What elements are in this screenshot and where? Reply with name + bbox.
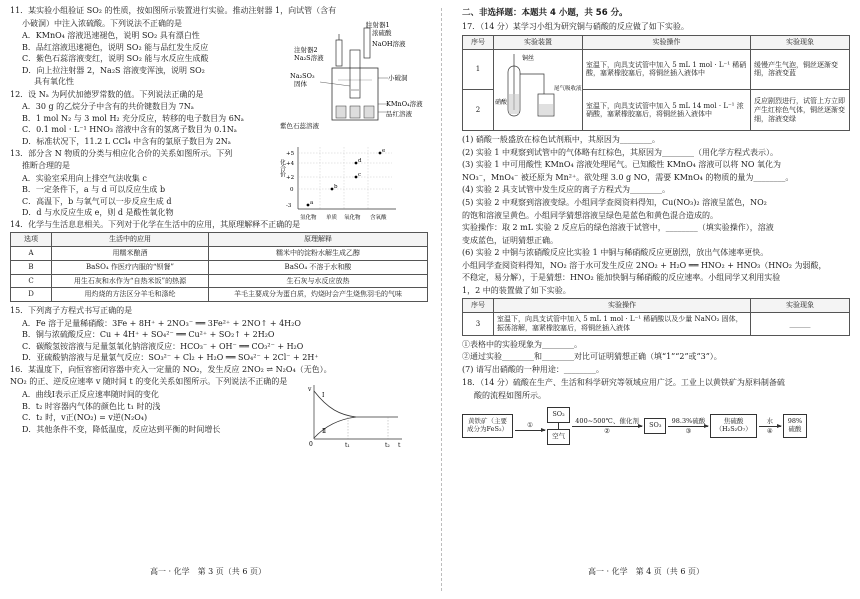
xlabel-hydride: 氢化物 [300, 214, 317, 221]
table-row [463, 313, 850, 336]
q17-sub-2: ②通过实验________和________对比可证明猜想正确（填“1”“2”或“3”）。 [462, 352, 722, 362]
cell: ______ [751, 313, 850, 336]
flow-pyrite-line2: 成分为FeS₂） [467, 425, 509, 434]
cell: 糯米中的淀粉水解生成乙醇 [209, 247, 428, 261]
flow-oleum-line2: （H₂S₂O₇） [715, 425, 752, 434]
q16-xlabel: t [398, 441, 401, 449]
q13-option-b: B．一定条件下，a 与 d 可以反应生成 b [22, 185, 166, 195]
label-nitric-acid: 硝酸 [495, 98, 508, 106]
q17-header-phenomenon: 实验现象 [751, 35, 850, 49]
q17-part-1: (1) 硝酸一般盛放在棕色试剂瓶中，其原因为________。 [462, 135, 660, 145]
xlabel-element: 单质 [326, 214, 338, 221]
flow-so3: SO₃ [644, 418, 666, 434]
question-16 [10, 364, 428, 449]
flow-arrow-1 [515, 421, 545, 431]
cell: A [11, 247, 52, 261]
flow-oleum [710, 414, 756, 438]
label-naoh: NaOH溶液 [372, 40, 406, 48]
label-small-hole: 小破洞 [388, 74, 408, 82]
q16-t1: t₁ [345, 441, 350, 449]
q12-option-c: C．0.1 mol · L⁻¹ HNO₃ 溶液中含有的氢离子数目为 0.1Nₐ [22, 125, 237, 135]
q17-sub-1: ①表格中的实验现象为________。 [462, 339, 582, 349]
q14-header-option: 选项 [11, 233, 52, 247]
cell: B [11, 260, 52, 274]
cell: 室温下，向具支试管中加入 5 mL 1 mol · L⁻¹ 稀硝酸，塞紧橡胶塞后，将铜丝插入液体中 [583, 49, 751, 90]
flow-so2-group [547, 407, 570, 445]
flow-pyrite-line1: 黄铁矿（主要 [468, 417, 508, 426]
q17-part-2: (2) 实验 1 中观察到试管中的气体略有红棕色，其原因为________（用化学方程式表示）。 [462, 147, 779, 157]
left-column [10, 6, 428, 449]
q13-stem-2: 推断合理的是 [22, 161, 70, 171]
q13-valence-chart [280, 143, 400, 225]
flow-product [783, 414, 807, 438]
q16-rate-time-graph [306, 383, 406, 449]
q11-stem-2: 小破洞）中注入浓硫酸。下列说法不正确的是 [22, 18, 182, 28]
right-column [462, 6, 850, 445]
q18-stem-1: 18．（14 分）硫酸在生产、生活和科学研究等领域应用广泛。工业上以黄铁矿为原料制备硫 [462, 378, 785, 388]
q15-option-a: A．Fe 溶于足量稀硝酸：3Fe + 8H⁺ + 2NO₃⁻ ══ 3Fe²⁺ + 2NO↑ + 4H₂O [22, 318, 301, 328]
q18-flow-diagram [462, 407, 850, 445]
cell: 羊毛主要成分为蛋白质，灼烧时会产生烧焦羽毛的气味 [209, 288, 428, 302]
q13-option-c: C．高温下，b 与氧气可以一步反应生成 d [22, 196, 172, 206]
step-4-label: ④ [766, 426, 773, 435]
q16-ylabel: v [308, 385, 312, 393]
q13-stem-1: 13．部分含 N 物质的分类与相应化合价的关系如图所示。下列 [10, 148, 233, 158]
question-14 [10, 220, 428, 302]
cell: 生石灰与水反应放热 [209, 274, 428, 288]
q17-part-6d: 1，2 中的装置做了如下实验。 [462, 285, 571, 295]
q12-option-b: B．1 mol N₂ 与 3 mol H₂ 充分反应，转移的电子数目为 6Nₐ [22, 113, 244, 123]
tick-minus3: -3 [286, 202, 292, 209]
table-row [11, 260, 428, 274]
xlabel-oxyacid: 含氧酸 [370, 214, 387, 221]
cell: 反应剧烈进行，试管上方立即产生红棕色气体，铜丝逐渐变细，溶液变绿 [751, 90, 850, 131]
q11-stem-1: 11．某实验小组验证 SO₂ 的性质，按如图所示装置进行实验。推动注射器 1，向试管（含有 [10, 6, 337, 15]
cell: 1 [463, 49, 494, 90]
q14-stem: 14．化学与生活息息相关。下列对于化学在生活中的应用，其原理解释不正确的是 [10, 219, 301, 229]
step-2-condition: 400~500℃、催化剂 [575, 417, 639, 426]
section-heading: 二、非选择题：本题共 4 小题，共 56 分。 [462, 8, 628, 18]
q17t2-header-operation: 实验操作 [494, 299, 751, 313]
q14-header-application: 生活中的应用 [52, 233, 209, 247]
step-1-label: ① [527, 421, 533, 430]
q16-stem-1: 16．某温度下，向恒容密闭容器中充入一定量的 NO₂，发生反应 2NO₂ ⇌ N₂O₄（无色）。 [10, 364, 332, 374]
flow-air: 空气 [547, 429, 570, 445]
q17-part-5a: (5) 实验 2 中观察到溶液变绿。小组同学查阅资料得知，Cu(NO₃)₂ 溶液呈蓝色，NO₂ [462, 198, 767, 207]
q17t2-header-no: 序号 [463, 299, 494, 313]
flow-pyrite [462, 414, 513, 438]
left-page-footer: 高一 · 化学 第 3 页（共 6 页） [150, 567, 266, 576]
cell: BaSO₄ 作医疗内服的“钡餐” [52, 260, 209, 274]
q17-header-apparatus: 实验装置 [494, 35, 583, 49]
step-3-absorbent: 98.3%硫酸 [671, 417, 706, 426]
cell: 用糯米酿酒 [52, 247, 209, 261]
q17-apparatus-diagram [494, 50, 582, 128]
q17-part-6c: 不稳定，易分解），于是猜想：HNO₂ 能加快铜与稀硝酸的反应速率。小组同学又利用实验 [462, 273, 781, 283]
q16-stem-2: NO₂ 的正、逆反应速率 v 随时间 t 的变化关系如图所示。下列说法不正确的是 [10, 377, 288, 387]
q12-option-a: A．30 g 的乙烷分子中含有的共价键数目为 7Nₐ [22, 102, 194, 112]
step-3-label: ③ [685, 426, 692, 435]
q16-origin: 0 [309, 440, 313, 448]
right-page-footer: 高一 · 化学 第 4 页（共 6 页） [588, 567, 704, 576]
point-a: a [310, 199, 314, 206]
q13-option-d: D．d 与水反应生成 e，则 d 是酸性氧化物 [22, 208, 174, 218]
label-na2s: Na₂S溶液 [294, 54, 324, 62]
q16-t2: t₂ [385, 441, 390, 449]
q15-option-b: B．铜与浓硫酸反应：Cu + 4H⁺ + SO₄²⁻ ══ Cu²⁺ + SO₂↑ + 2H₂O [22, 330, 275, 340]
q14-header-principle: 原理解释 [209, 233, 428, 247]
table-row [11, 247, 428, 261]
point-c: c [358, 171, 362, 178]
q16-option-b: B．t₂ 时容器内气体的颜色比 t₁ 时的浅 [22, 401, 161, 411]
q17-stem: 17．（14 分）某学习小组为研究铜与硝酸的反应做了如下实验。 [462, 22, 689, 32]
label-solid: 固体 [294, 80, 307, 88]
flow-product-line1: 98% [787, 417, 803, 426]
q17-header-operation: 实验操作 [583, 35, 751, 49]
cell: 缓慢产生气泡，铜丝逐渐变细，溶液变蓝 [751, 49, 850, 90]
label-na2so3: Na₂SO₃ [290, 72, 315, 80]
q17-part-5c: 实验操作：取 2 mL 实验 2 反应后的绿色溶液于试管中，________（填实验操作），溶液 [462, 223, 774, 233]
q11-option-c: C．紫色石蕊溶液变红，说明 SO₂ 能与水反应生成酸 [22, 54, 209, 64]
point-d: d [358, 157, 362, 164]
step-4-reagent: 水 [766, 417, 773, 426]
label-kmno4: KMnO₄溶液 [386, 100, 423, 108]
cell: 室温下，向具支试管中加入 5 mL 14 mol · L⁻¹ 浓硝酸，塞紧橡胶塞后，将铜丝插入液体中 [583, 90, 751, 131]
flow-oleum-line1: 焦硫酸 [723, 417, 744, 426]
q11-option-a: A．KMnO₄ 溶液迅速褪色，说明 SO₂ 具有漂白性 [22, 31, 200, 41]
q17-part-5d: 变成蓝色，证明猜想正确。 [462, 235, 558, 245]
q16-option-d: D．其他条件不变，降低温度，反应达到平衡的时间增长 [22, 424, 221, 434]
label-copper-wire: 铜丝 [522, 54, 535, 62]
flow-so2: SO₂ [547, 407, 569, 423]
q17-header-no: 序号 [463, 35, 494, 49]
q13-ylabel: 化合价 [278, 158, 286, 177]
column-divider [441, 8, 442, 591]
question-15 [10, 306, 428, 364]
q17t2-header-phenomenon: 实验现象 [751, 299, 850, 313]
q12-option-d: D．标准状况下，11.2 L CCl₄ 中含有的氯原子数目为 2Nₐ [22, 137, 231, 147]
step-2-label: ② [604, 426, 610, 435]
q18-stem-2: 酸的流程如图所示。 [474, 390, 546, 400]
q17-part-5b: 的饱和溶液呈黄色。小组同学猜想溶液呈绿色是蓝色和黄色混合造成的。 [462, 210, 718, 220]
cell: 用灼烧的方法区分羊毛和涤纶 [52, 288, 209, 302]
question-13 [10, 149, 428, 219]
apparatus-cell [494, 49, 583, 131]
q11-option-d: D．向上拉注射器 2，Na₂S 溶液变浑浊，说明 SO₂ [22, 65, 205, 75]
label-conc-acid: 浓硫酸 [372, 29, 392, 37]
table-row [11, 274, 428, 288]
label-tail-gas: 尾气吸收液 [554, 85, 582, 92]
cell: 3 [463, 313, 494, 336]
label-syringe1: 注射器1 [366, 21, 390, 29]
q11-apparatus-diagram [280, 20, 423, 132]
point-e: e [382, 147, 386, 154]
label-syringe2: 注射器2 [294, 46, 318, 54]
cell: 用生石灰和水作为“自热米饭”的热源 [52, 274, 209, 288]
point-b: b [334, 183, 338, 190]
cell: C [11, 274, 52, 288]
cell: D [11, 288, 52, 302]
q17-part-3b: NO₃⁻，MnO₄⁻ 被还原为 Mn²⁺。欲处理 3.0 g NO，需要 KMnO₄ 的物质的量为________。 [462, 172, 794, 182]
tick-plus2: +2 [286, 174, 295, 181]
q17-part-4: (4) 实验 2 具支试管中发生反应的离子方程式为________。 [462, 185, 671, 195]
q17-part-6b: 小组同学查阅资料得知，NO₂ 溶于水可发生反应 2NO₂ + H₂O ══ HNO₂ + HNO₃（HNO₂ 为弱酸， [462, 260, 827, 270]
q17-part-6a: (6) 实验 2 中铜与浓硝酸反应比实验 1 中铜与稀硝酸反应更剧烈，放出气体速率更快。 [462, 248, 769, 258]
table-row [11, 288, 428, 302]
q12-stem: 12．设 Nₐ 为阿伏加德罗常数的值。下列说法正确的是 [10, 89, 204, 99]
q15-stem: 15．下列离子方程式书写正确的是 [10, 306, 133, 316]
flow-arrow-3 [668, 417, 708, 435]
tick-plus5: +5 [286, 150, 295, 157]
q17-part-7: (7) 请写出硝酸的一种用途：________。 [462, 364, 604, 374]
q17-table-2 [462, 298, 850, 335]
xlabel-oxide: 氧化物 [344, 214, 361, 221]
q15-option-c: C．碳酸氢铵溶液与足量氢氧化钠溶液反应：HCO₃⁻ + OH⁻ ══ CO₃²⁻ + H₂O [22, 341, 304, 351]
flow-arrow-4 [759, 417, 781, 435]
cell: BaSO₄ 不溶于水和酸 [209, 260, 428, 274]
q17-part-3a: (3) 实验 1 中可用酸性 KMnO₄ 溶液处理尾气。已知酸性 KMnO₄ 溶液可以将 NO 氧化为 [462, 160, 782, 170]
label-litmus: 紫色石蕊溶液 [280, 122, 319, 130]
q16-option-a: A．曲线Ⅰ表示正反应速率随时间的变化 [22, 389, 159, 399]
label-pinred: 品红溶液 [386, 110, 412, 118]
tick-zero: 0 [290, 186, 294, 193]
q14-table [10, 232, 428, 302]
q16-curve-1: Ⅰ [322, 391, 325, 399]
flow-arrow-2 [572, 417, 642, 435]
cell: 室温下，向具支试管中加入 5 mL 1 mol · L⁻¹ 稀硝酸以及少量 NaNO₂ 固体，振荡溶解，塞紧橡胶塞后，将铜丝插入液体 [494, 313, 751, 336]
q15-option-d: D．亚硫酸钠溶液与足量氯气反应：SO₃²⁻ + Cl₂ + H₂O ══ SO₄²⁻ + 2Cl⁻ + 2H⁺ [22, 353, 319, 363]
q13-option-a: A．实验室采用向上排空气法收集 c [22, 173, 147, 183]
q16-curve-2: Ⅱ [322, 427, 327, 435]
table-row [463, 49, 850, 90]
q17-table-1 [462, 35, 850, 132]
flow-product-line2: 硫酸 [788, 425, 802, 434]
tick-plus4: +4 [286, 160, 295, 167]
cell: 2 [463, 90, 494, 131]
q11-option-d-cont: 具有氧化性 [34, 77, 74, 87]
q16-option-c: C．t₂ 时，v正(NO₂) = v逆(N₂O₄) [22, 413, 148, 423]
q11-option-b: B．品红溶液迅速褪色，说明 SO₂ 能与品红发生反应 [22, 42, 209, 52]
